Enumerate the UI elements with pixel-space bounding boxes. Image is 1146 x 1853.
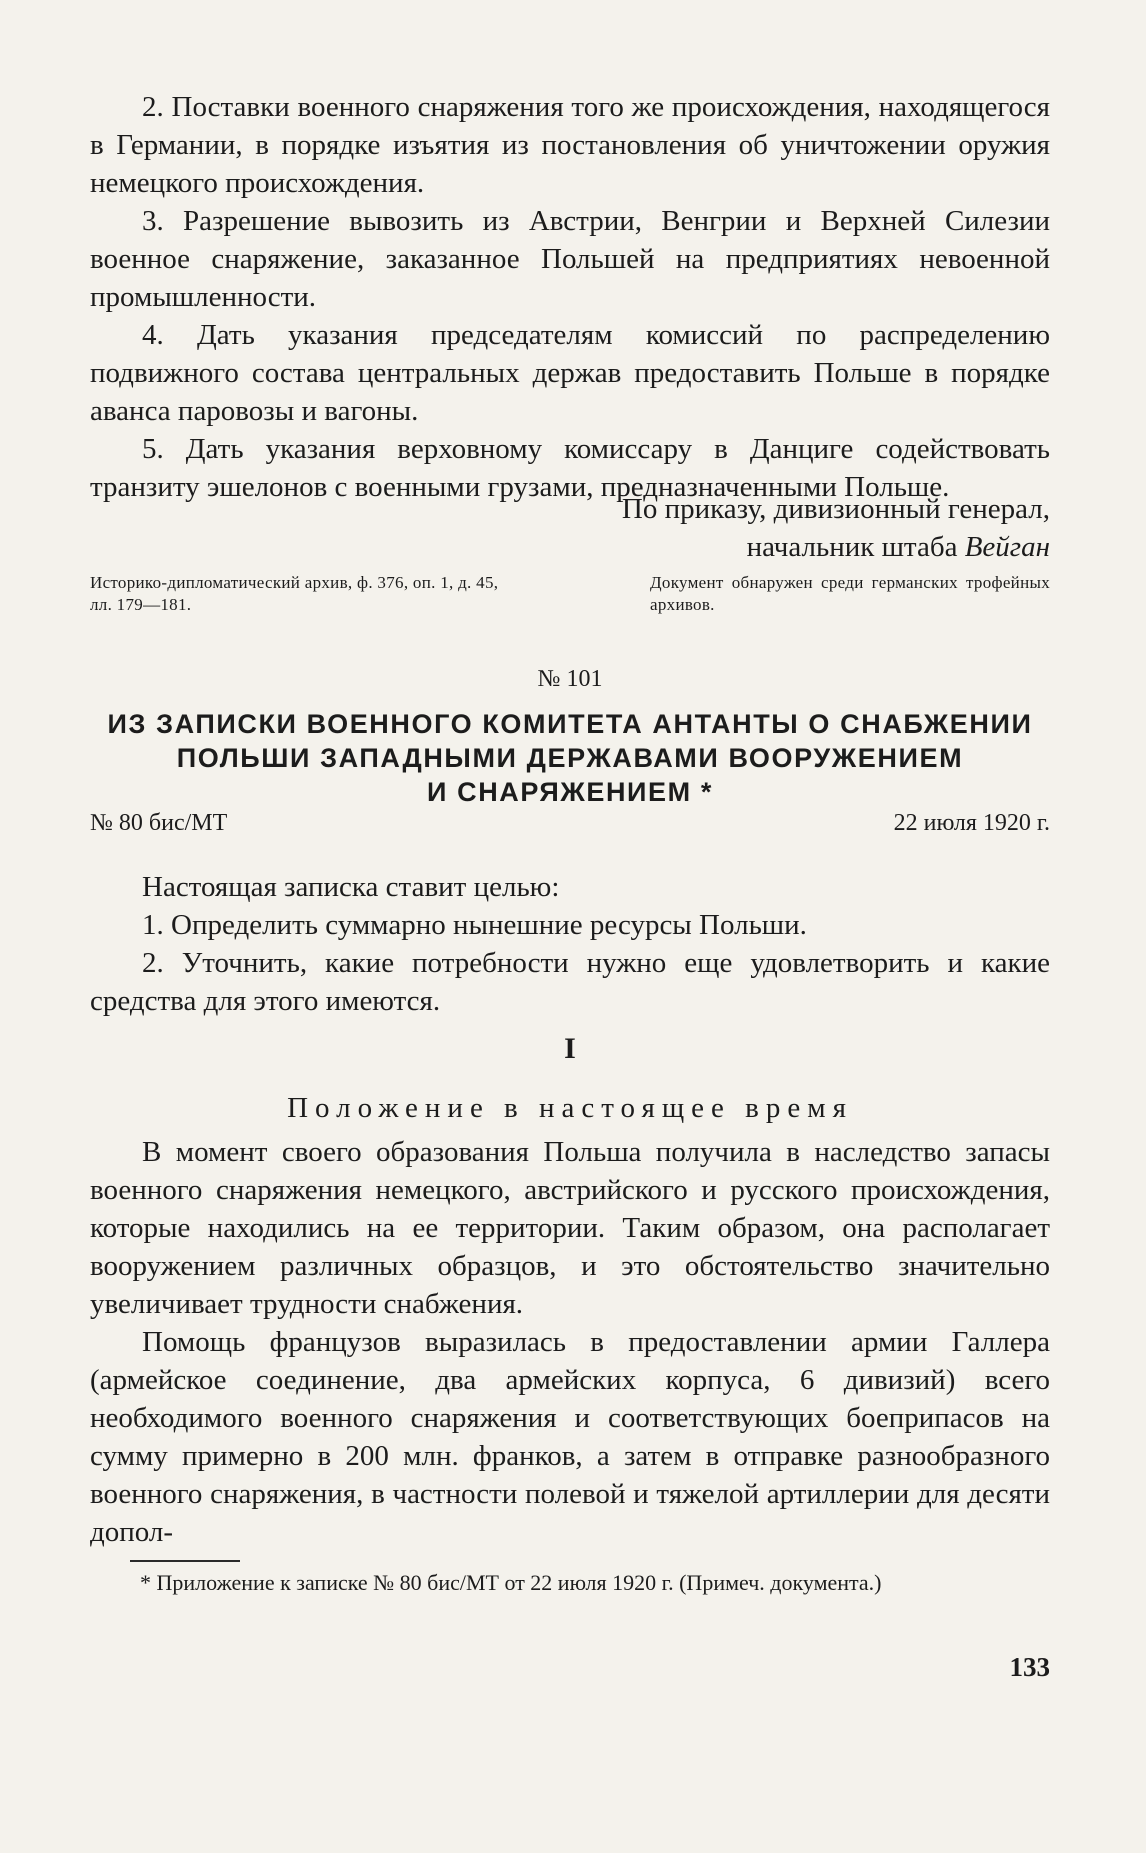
footnote-text: * Приложение к записке № 80 бис/МТ от 22 июля 1920 г. (Примеч. документа.): [140, 1570, 882, 1595]
section-numeral: I: [564, 1032, 576, 1065]
intro-block: [90, 868, 1050, 1020]
document-title-line-2: ПОЛЬШИ ЗАПАДНЫМИ ДЕРЖАВАМИ ВООРУЖЕНИЕМ: [176, 743, 964, 773]
body-text: [90, 1133, 1050, 1551]
section-title: Положение в настоящее время: [287, 1092, 853, 1124]
paragraph-item-5: 5. Дать указания верховному комиссару в Данциге содействовать транзиту эшелонов с военными грузами, предназначенными Польше.: [90, 433, 1050, 503]
source-references: [90, 572, 1050, 616]
document-title-line-1: ИЗ ЗАПИСКИ ВОЕННОГО КОМИТЕТА АНТАНТЫ О СНАБЖЕНИИ: [107, 709, 1033, 739]
intro-lead: Настоящая записка ставит целью:: [142, 871, 560, 903]
signature-line-1: По приказу, дивизионный генерал,: [621, 493, 1050, 525]
document-meta: [90, 810, 1050, 837]
intro-item-1: 1. Определить суммарно нынешние ресурсы Польши.: [142, 909, 807, 941]
document-title: [90, 707, 1050, 809]
page-number: 133: [1009, 1652, 1050, 1682]
body-paragraph-1: В момент своего образования Польша получила в наследство запасы военного снаряжения немецкого, австрийского и русского происхождения, которые находились на ее территории. Таким образом, она располагает вооружением различных образцов, и это обстоятельство значительно увеличивает трудности снабжения.: [90, 1136, 1050, 1320]
document-origin-note: Документ обнаружен среди германских трофейных архивов.: [650, 573, 1050, 614]
document-number: № 101: [537, 666, 603, 692]
signature-line-2: [90, 528, 1050, 566]
footnote-block: [90, 1568, 1050, 1598]
footnote-rule: [130, 1560, 240, 1562]
document-title-line-3: И СНАРЯЖЕНИЕМ *: [427, 777, 713, 807]
paragraph-item-3: 3. Разрешение вывозить из Австрии, Венгрии и Верхней Силезии военное снаряжение, заказанное Польшей на предприятиях невоенной промышленности.: [90, 205, 1050, 313]
paragraph-item-2: 2. Поставки военного снаряжения того же происхождения, находящегося в Германии, в порядке изъятия из постановления об уничтожении оружия немецкого происхождения.: [90, 91, 1050, 199]
archive-reference: Историко-дипломатический архив, ф. 376, оп. 1, д. 45, лл. 179—181.: [90, 573, 499, 614]
signature-name: Вейган: [964, 531, 1050, 563]
signature-block: [90, 490, 1050, 566]
top-paragraphs: [90, 88, 1050, 506]
paragraph-item-4: 4. Дать указания председателям комиссий по распределению подвижного состава центральных держав предоставить Польше в порядке аванса паровозы и вагоны.: [90, 319, 1050, 427]
signature-title: начальник штаба: [746, 531, 958, 563]
intro-item-2: 2. Уточнить, какие потребности нужно еще удовлетворить и какие средства для этого имеются.: [90, 947, 1050, 1017]
body-paragraph-2: Помощь французов выразилась в предоставлении армии Галлера (армейское соединение, два армейских корпуса, 6 дивизий) всего необходимого военного снаряжения и соответствующих боеприпасов на сумму примерно в 200 млн. франков, а затем в отправке разнообразного военного снаряжения, в частности полевой и тяжелой артиллерии для десяти допол-: [90, 1326, 1050, 1548]
reference-number: № 80 бис/МТ: [90, 810, 228, 836]
document-date: 22 июля 1920 г.: [893, 810, 1050, 836]
